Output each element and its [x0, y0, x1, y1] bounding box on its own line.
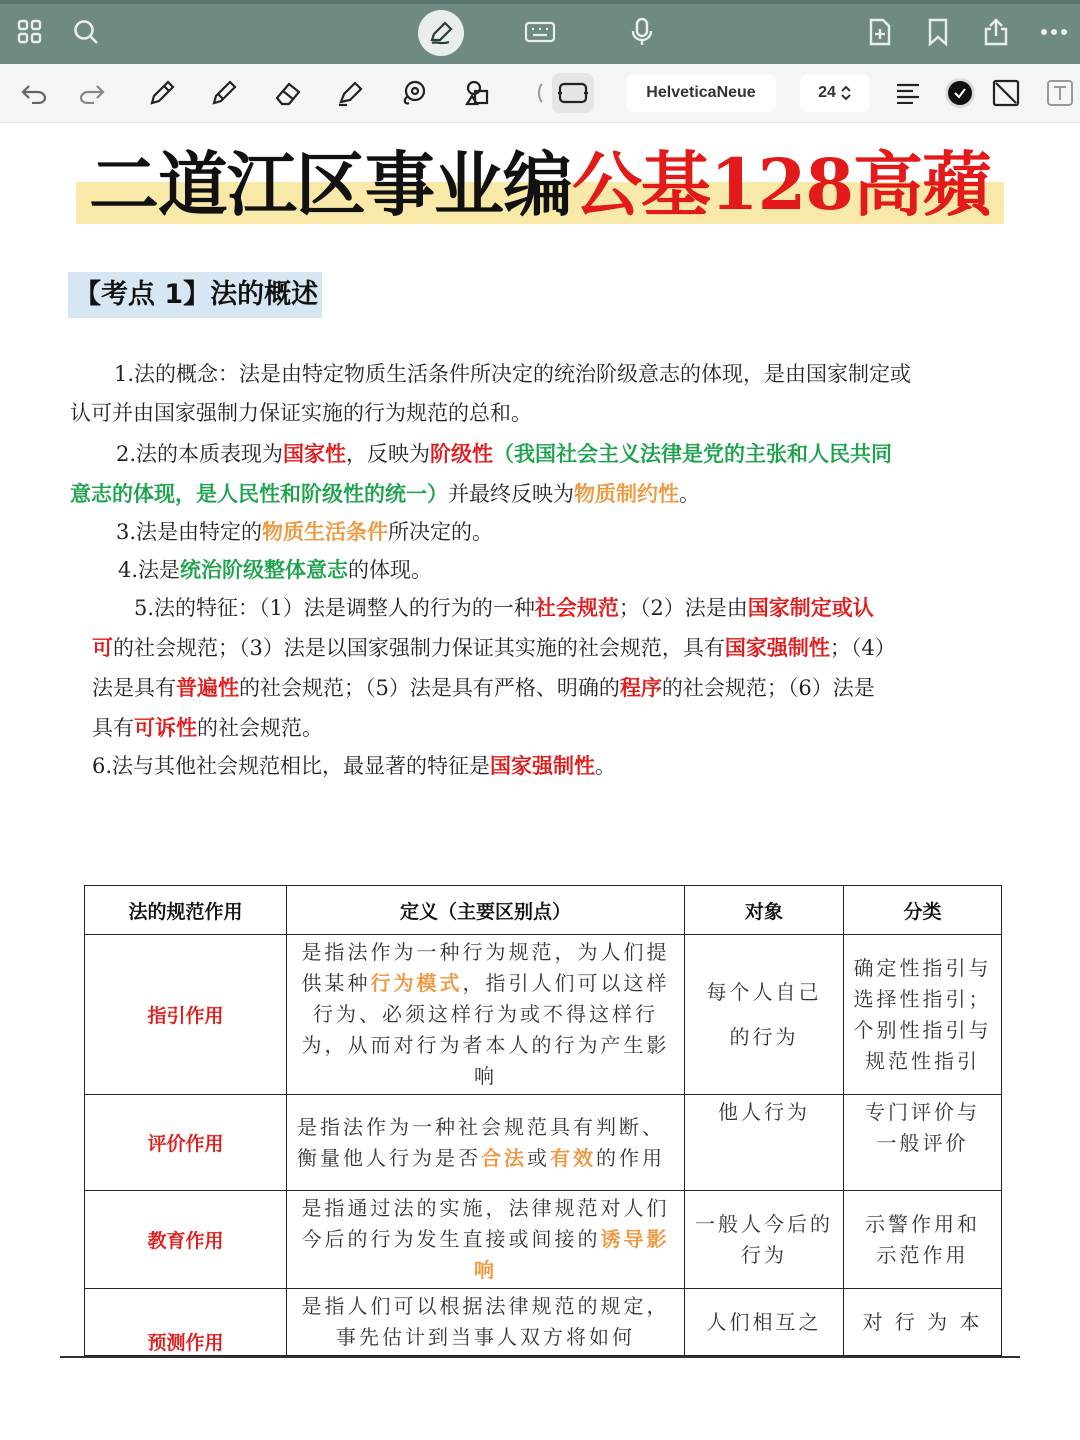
text-run: 的作用: [596, 1145, 665, 1170]
paragraph-3: [116, 518, 493, 546]
table-row: [85, 1095, 1002, 1191]
text-run: 法是具有: [92, 676, 176, 700]
text-run: 6.法与其他社会规范相比，最显著的特征是: [92, 754, 491, 778]
paragraph-4: [118, 556, 432, 584]
highlight-text: 国家强制性: [490, 753, 596, 778]
font-family-selector[interactable]: HelveticaNeue: [626, 74, 776, 112]
highlight-text: 国家强制性: [724, 635, 830, 660]
paragraph-2-line-2: [70, 480, 700, 508]
highlight-text: 行为模式: [370, 971, 463, 995]
text-run: 并最终反映为: [448, 482, 574, 506]
microphone-icon[interactable]: [622, 12, 662, 52]
highlight-text: 程序: [619, 675, 662, 700]
table-header-row: [85, 886, 1002, 935]
definition-cell: 是指人们可以根据法律规范的规定，事先估计到当事人双方将如何: [287, 1289, 685, 1356]
add-page-icon[interactable]: [860, 12, 900, 52]
pencil-tool-icon[interactable]: [204, 73, 244, 113]
text-run: 的体现。: [348, 558, 433, 582]
undo-icon[interactable]: [14, 73, 54, 113]
title-red-part: 公基128高蘋: [571, 143, 992, 226]
highlight-text: 可: [92, 635, 113, 660]
text-run: ，反映为: [346, 442, 431, 466]
highlight-text: 意志的体现，是人民性和阶级性的统一）: [70, 481, 448, 506]
grid-icon[interactable]: [10, 12, 50, 52]
bookmark-icon[interactable]: [918, 12, 958, 52]
category-cell: 确定性指引与选择性指引；个别性指引与规范性指引: [844, 935, 1002, 1095]
editing-toolbar: [0, 64, 1080, 123]
color-picker-black[interactable]: [940, 73, 980, 113]
text-run: 的社会规范；（5）法是具有严格、明确的: [239, 676, 620, 700]
text-style-icon[interactable]: [1040, 73, 1080, 113]
text-run: 是指法作为一种社会规范具有判断、衡量他人行为是否: [297, 1114, 665, 1170]
text-run: 3.法是由特定的: [116, 520, 263, 544]
text-run: 的社会规范；（3）法是以国家强制力保证其实施的社会规范，具有: [113, 636, 725, 660]
paragraph-5-line-1: [134, 594, 874, 622]
category-cell: 示警作用和示范作用: [844, 1191, 1002, 1289]
highlight-text: 可诉性: [134, 715, 197, 740]
text-run: 是指通过法的实施，法律规范对人们今后的行为发生直接或间接的: [301, 1196, 670, 1251]
table-row: [85, 1289, 1002, 1356]
pen-tool-icon[interactable]: [142, 73, 182, 113]
page-title: [76, 140, 1004, 230]
font-size-value: 24: [818, 84, 836, 101]
paragraph-5-line-2: [92, 634, 896, 662]
highlight-text: 国家性: [283, 441, 347, 466]
redo-icon[interactable]: [72, 73, 112, 113]
paragraph-1-line-2: 认可并由国家强制力保证实施的行为规范的总和。: [70, 401, 532, 425]
highlight-text: 统治阶级整体意志: [180, 557, 349, 582]
text-run: 。: [679, 482, 700, 506]
object-cell: 人们相互之: [685, 1289, 844, 1356]
paragraph-1-line-1: 1.法的概念：法是由特定物质生活条件所决定的统治阶级意志的体现，是由国家制定或: [114, 362, 912, 386]
highlight-text: 合法: [481, 1145, 527, 1170]
row-name: 指引作用: [85, 935, 287, 1095]
keyboard-icon[interactable]: [520, 12, 560, 52]
row-name: 评价作用: [85, 1095, 287, 1191]
handwriting-pen-button[interactable]: [418, 10, 464, 56]
text-run: 2.法的本质表现为: [116, 442, 284, 466]
table-header: 法的规范作用: [85, 886, 287, 935]
category-cell: 专门评价与一般评价: [844, 1095, 1002, 1191]
section-heading: 【考点 1】法的概述: [68, 272, 322, 318]
table-row: [85, 935, 1002, 1095]
text-run: ，指引人们可以这样行为、必须这样行为或不得这样行为，从而对行为者本人的行为产生影响: [301, 971, 670, 1088]
object-cell: 他人行为: [685, 1095, 844, 1191]
table-header: 对象: [685, 886, 844, 935]
highlight-text: 社会规范: [534, 595, 619, 620]
object-line: 每个人自己: [706, 979, 822, 1004]
row-name: 预测作用: [85, 1289, 287, 1356]
text-run: 4.法是: [118, 558, 181, 582]
text-run: 是指法作为一种行为规范，为人们提供某种: [301, 940, 670, 995]
object-cell: [685, 935, 844, 1095]
top-bar-divider: [0, 0, 1080, 4]
search-icon[interactable]: [66, 12, 106, 52]
highlight-text: 物质生活条件: [262, 519, 389, 544]
table-header: 分类: [844, 886, 1002, 935]
shapes-icon[interactable]: [458, 73, 498, 113]
definition-cell: [287, 1095, 685, 1191]
row-name: 教育作用: [85, 1191, 287, 1289]
eraser-icon[interactable]: [268, 73, 308, 113]
highlight-text: （我国社会主义法律是党的主张和人民共同: [493, 441, 893, 466]
more-icon[interactable]: [1034, 12, 1074, 52]
object-line: 的行为: [729, 1024, 799, 1049]
text-run: 。: [595, 754, 617, 778]
text-run: ；（4）: [829, 636, 896, 660]
paragraph-5-line-4: [92, 714, 323, 742]
paragraph-6: [92, 752, 616, 780]
text-box-tool-icon[interactable]: [552, 73, 594, 113]
table-row: [85, 1191, 1002, 1289]
highlight-text: 诱导影响: [474, 1227, 670, 1282]
no-fill-icon[interactable]: [986, 73, 1026, 113]
lasso-icon[interactable]: [394, 73, 434, 113]
category-cell: 对 行 为 本: [844, 1289, 1002, 1356]
highlighter-icon[interactable]: [330, 73, 370, 113]
share-icon[interactable]: [976, 12, 1016, 52]
highlight-text: 普遍性: [176, 675, 239, 700]
pen-icon: [427, 19, 455, 47]
page-bottom-rule: [60, 1356, 1020, 1358]
stepper-chevron-icon: [840, 85, 852, 101]
app-top-bar: [0, 0, 1080, 64]
font-size-selector[interactable]: [800, 74, 870, 112]
highlight-text: 有效: [550, 1145, 596, 1170]
paragraph-2-line-1: [116, 440, 892, 468]
text-run: 所决定的。: [388, 520, 494, 544]
text-run: 具有: [92, 716, 134, 740]
align-left-icon[interactable]: [888, 73, 928, 113]
object-cell: 一般人今后的行为: [685, 1191, 844, 1289]
text-run: ；（2）法是由: [618, 596, 748, 620]
text-run: 的社会规范；（6）法是: [661, 676, 875, 700]
text-run: 5.法的特征：（1）法是调整人的行为的一种: [134, 596, 535, 620]
paragraph-5-line-3: [92, 674, 875, 702]
title-black-part: 二道江区事业编: [88, 143, 572, 226]
text-run: 或: [527, 1145, 550, 1170]
highlight-text: 国家制定或认: [747, 595, 874, 620]
norm-function-table: [84, 885, 1002, 1356]
highlight-text: 物质制约性: [574, 481, 679, 506]
definition-cell: [287, 1191, 685, 1289]
highlight-text: 阶级性: [430, 441, 494, 466]
text-run: 的社会规范。: [197, 716, 323, 740]
table-header: 定义（主要区别点）: [287, 886, 685, 935]
definition-cell: [287, 935, 685, 1095]
